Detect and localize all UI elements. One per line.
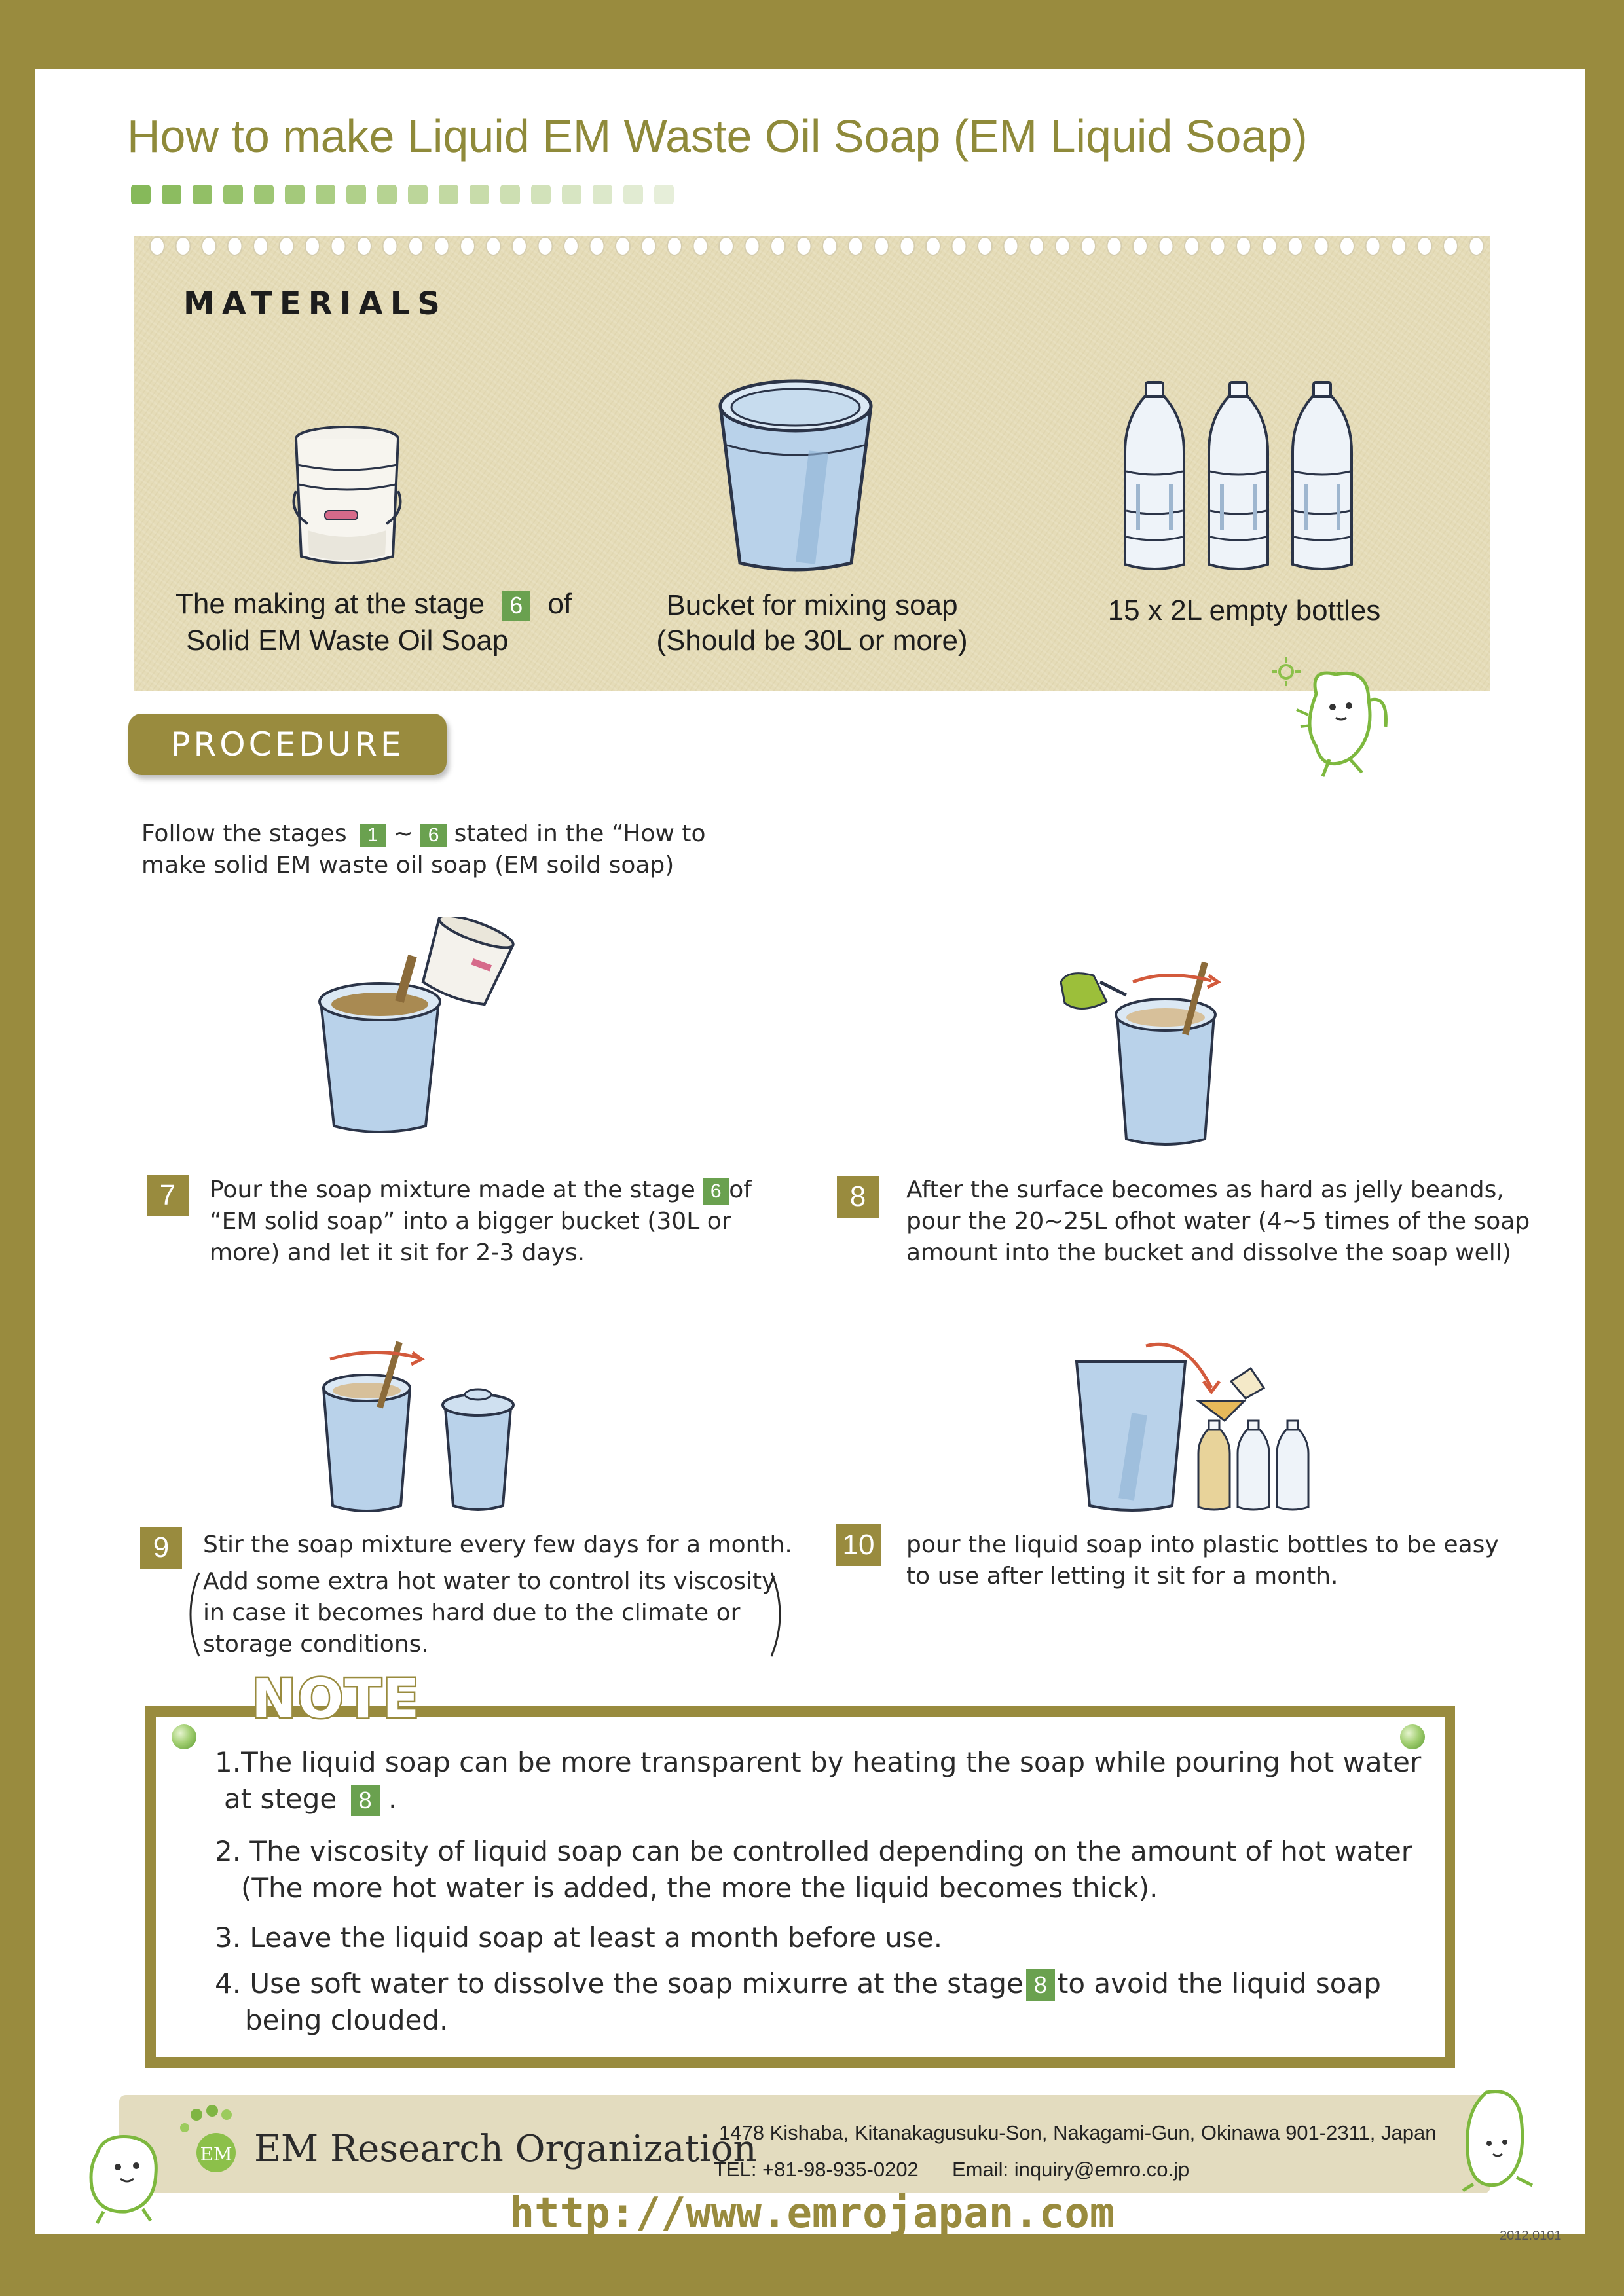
binding-ring [1443, 237, 1458, 255]
binding-ring [460, 237, 475, 255]
binding-ring [822, 237, 837, 255]
binding-ring [616, 237, 630, 255]
material-2-line2: (Should be 30L or more) [656, 625, 968, 657]
binding-ring [409, 237, 423, 255]
note-4-line2: being clouded. [245, 2004, 449, 2036]
website-link[interactable]: http://www.emrojapan.com [509, 2189, 1115, 2238]
material-3-label: 15 x 2L empty bottles [1107, 594, 1381, 627]
decoration-dot [346, 185, 366, 204]
note-3: 3. Leave the liquid soap at least a month before use. [215, 1922, 943, 1954]
kettle-icon [1054, 956, 1251, 1152]
stirring-bucket-icon [314, 1336, 530, 1519]
plastic-bottle-icon [1120, 380, 1369, 576]
step-7-text-of: of [729, 1176, 752, 1203]
stage-badge: 1 [360, 824, 386, 847]
binding-ring [978, 237, 992, 255]
note-heading: NOTE [251, 1668, 421, 1730]
mixing-bucket-icon [714, 373, 877, 576]
pin-icon [172, 1724, 196, 1749]
binding-ring [305, 237, 320, 255]
paint-bucket-icon [282, 412, 413, 576]
page-title: How to make Liquid EM Waste Oil Soap (EM Liquid Soap) [127, 111, 1308, 162]
intro-text-2: stated in the “How to [454, 820, 706, 847]
procedure-intro [141, 818, 706, 850]
binding-ring [564, 237, 578, 255]
binding-ring [1133, 237, 1147, 255]
org-tel: TEL: +81-98-935-0202 [714, 2158, 919, 2181]
small-bottle [1198, 1421, 1230, 1510]
small-bottle [1238, 1421, 1269, 1510]
decoration-dot [408, 185, 428, 204]
binding-ring [1185, 237, 1199, 255]
em-logo-mark: EM [200, 2143, 232, 2165]
binding-ring [1340, 237, 1354, 255]
em-logo-icon [177, 2104, 253, 2176]
binding-ring [1366, 237, 1380, 255]
em-mascot-icon [1454, 2086, 1539, 2204]
binding-ring [1418, 237, 1432, 255]
bottle [1209, 382, 1268, 569]
binding-ring [771, 237, 785, 255]
material-1-text: The making at the stage [175, 588, 485, 620]
note-1-line1: 1.The liquid soap can be more transparent by heating the soap while pouring hot water [215, 1746, 1422, 1778]
binding-ring [1029, 237, 1044, 255]
intro-text: Follow the stages [141, 820, 347, 847]
binding-ring [538, 237, 553, 255]
binding-ring [849, 237, 863, 255]
bottle [1293, 382, 1352, 569]
binding-ring [1288, 237, 1302, 255]
binding-ring [1392, 237, 1406, 255]
binding-ring [745, 237, 760, 255]
binding-ring [383, 237, 397, 255]
stage-badge: 6 [420, 824, 447, 847]
note-1-line2 [224, 1781, 397, 1817]
binding-ring [667, 237, 682, 255]
decoration-dot [593, 185, 612, 204]
binding-ring [900, 237, 915, 255]
binding-ring [719, 237, 733, 255]
intro-tilde: ~ [393, 820, 413, 847]
binding-ring [1159, 237, 1173, 255]
stage-badge: 8 [351, 1785, 380, 1816]
step-8-line3: amount into the bucket and dissolve the soap well) [906, 1239, 1511, 1266]
binding-ring [487, 237, 501, 255]
step-7-line1 [210, 1175, 752, 1206]
step-9-line4: storage conditions. [203, 1631, 429, 1658]
binding-ring [926, 237, 940, 255]
material-2-line1: Bucket for mixing soap [666, 589, 958, 621]
material-1-text-of: of [547, 588, 572, 620]
binding-ring [280, 237, 294, 255]
funnel-bottles-icon [1074, 1336, 1323, 1519]
decoration-dot [470, 185, 489, 204]
decoration-dot [316, 185, 335, 204]
binding-ring [202, 237, 216, 255]
binding-ring [874, 237, 889, 255]
bottle [1125, 382, 1184, 569]
decoration-dot [223, 185, 243, 204]
step-10-line1: pour the liquid soap into plastic bottles to be easy [906, 1531, 1499, 1558]
stage-badge: 6 [502, 591, 530, 621]
step-9-line1: Stir the soap mixture every few days for a month. [203, 1531, 792, 1558]
note-4-text-b: to avoid the liquid soap [1057, 1967, 1381, 1999]
decoration-dot [131, 185, 151, 204]
binding-ring [253, 237, 268, 255]
binding-ring [228, 237, 242, 255]
print-date: 2012.0101 [1500, 2229, 1562, 2243]
org-address: 1478 Kishaba, Kitanakagusuku-Son, Nakagami-Gun, Okinawa 901-2311, Japan [719, 2121, 1437, 2144]
stage-badge: 6 [703, 1178, 729, 1205]
decoration-dot [500, 185, 520, 204]
binding-ring [693, 237, 708, 255]
binding-ring [1469, 237, 1484, 255]
step-10-line2: to use after letting it sit for a month. [906, 1563, 1338, 1590]
procedure-heading: PROCEDURE [128, 714, 447, 775]
binding-ring [512, 237, 526, 255]
material-1-line2: Solid EM Waste Oil Soap [186, 625, 509, 657]
note-2-line2: (The more hot water is added, the more the liquid becomes thick). [241, 1872, 1158, 1904]
org-name: EM Research Organization [254, 2128, 757, 2170]
step-9-line2: Add some extra hot water to control its viscosity [203, 1568, 776, 1595]
step-7-line3: more) and let it sit for 2-3 days. [210, 1239, 585, 1266]
procedure-intro-line2: make solid EM waste oil soap (EM soild soap) [141, 852, 674, 879]
binding-ring [357, 237, 371, 255]
binding-ring [1236, 237, 1251, 255]
note-2-line1: 2. The viscosity of liquid soap can be controlled depending on the amount of hot water [215, 1835, 1413, 1867]
decoration-dot [623, 185, 643, 204]
material-label-solid-soap [175, 587, 572, 622]
binding-ring [642, 237, 656, 255]
binding-ring [590, 237, 604, 255]
binding-ring [1004, 237, 1018, 255]
decoration-dot [377, 185, 397, 204]
binding-ring [1107, 237, 1122, 255]
decoration-dot [439, 185, 458, 204]
step-number: 9 [140, 1527, 182, 1569]
pouring-bucket-icon [308, 917, 524, 1139]
em-mascot-icon [1270, 655, 1421, 786]
binding-ring [952, 237, 967, 255]
decoration-dot [162, 185, 181, 204]
note-4-line1 [215, 1965, 1381, 2002]
note-1-text: at stege [224, 1783, 337, 1815]
step-7-text: Pour the soap mixture made at the stage [210, 1176, 695, 1203]
decoration-dot [531, 185, 551, 204]
decoration-dot [562, 185, 581, 204]
binding-ring [150, 237, 164, 255]
step-7-line2: “EM solid soap” into a bigger bucket (30L or [210, 1208, 731, 1235]
decoration-dot [654, 185, 674, 204]
binding-ring [1081, 237, 1096, 255]
decoration-dot [285, 185, 304, 204]
spiral-binding-icon [134, 230, 1490, 258]
step-number: 10 [836, 1524, 881, 1566]
binding-ring [1314, 237, 1329, 255]
step-9-line3: in case it becomes hard due to the climate or [203, 1599, 741, 1626]
binding-ring [176, 237, 191, 255]
note-4-text: 4. Use soft water to dissolve the soap mixurre at the stage [215, 1967, 1024, 1999]
binding-ring [435, 237, 449, 255]
step-number: 7 [147, 1175, 189, 1216]
binding-ring [1211, 237, 1225, 255]
binding-ring [1056, 237, 1070, 255]
decoration-dot [193, 185, 212, 204]
small-bottle [1277, 1421, 1308, 1510]
step-8-line1: After the surface becomes as hard as jelly beands, [906, 1176, 1504, 1203]
materials-heading: MATERIALS [183, 285, 447, 322]
step-8-line2: pour the 20~25L ofhot water (4~5 times of the soap [906, 1208, 1530, 1235]
binding-ring [797, 237, 811, 255]
note-1-period: . [388, 1783, 397, 1815]
binding-ring [1263, 237, 1277, 255]
step-number: 8 [837, 1176, 879, 1218]
stage-badge: 8 [1026, 1969, 1055, 2001]
org-email: Email: inquiry@emro.co.jp [952, 2158, 1190, 2181]
binding-ring [331, 237, 346, 255]
decoration-dot [254, 185, 274, 204]
